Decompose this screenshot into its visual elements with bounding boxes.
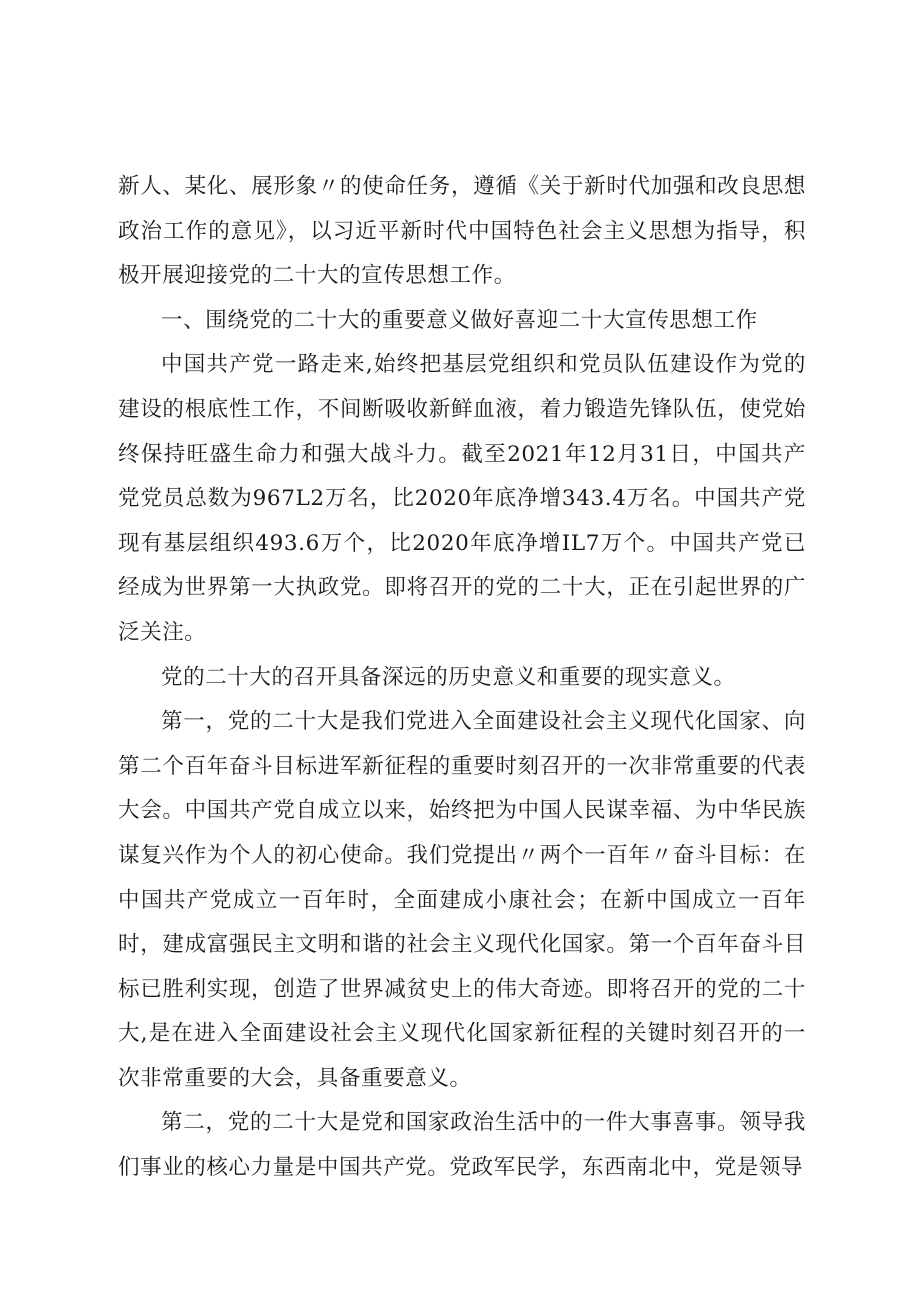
paragraph: 第二，党的二十大是党和国家政治生活中的一件大事喜事。领导我们事业的核心力量是中国共产党。党政军民学，东西南北中，党是领导 [118,1110,806,1181]
paragraph: 第一，党的二十大是我们党进入全面建设社会主义现代化国家、向第二个百年奋斗目标进军新征程的重要时刻召开的一次非常重要的代表大会。中国共产党自成立以来，始终把为中国人民谋幸福、为中华民族谋复兴作为个人的初心使命。我们党提出〃两个一百年〃奋斗目标：在中国共产党成立一百年时，全面建成小康社会；在新中国成立一百年时，建成富强民主文明和谐的社会主义现代化国家。第一个百年奋斗目标已胜利实现，创造了世界减贫史上的伟大奇迹。即将召开的党的二十大,是在进入全面建设社会主义现代化国家新征程的关键时刻召开的一次非常重要的大会，具备重要意义。 [118,709,806,1091]
paragraph-continuation: 新人、某化、展形象〃的使命任务，遵循《关于新时代加强和改良思想政治工作的意见》，以习近平新时代中国特色社会主义思想为指导，积极开展迎接党的二十大的宣传思想工作。 [118,174,806,289]
document-body [118,165,806,1191]
paragraph: 党的二十大的召开具备深远的历史意义和重要的现实意义。 [161,664,736,690]
section-heading: 一、围绕党的二十大的重要意义做好喜迎二十大宣传思想工作 [161,307,758,333]
paragraph: 中国共产党一路走来,始终把基层党组织和党员队伍建设作为党的建设的根底性工作，不间断吸收新鲜血液，着力锻造先锋队伍，使党始终保持旺盛生命力和强大战斗力。截至2021年12月31日，中国共产党党员总数为967L2万名，比2020年底净增343.4万名。中国共产党现有基层组织493.6万个，比2020年底净增IL7万个。中国共产党已经成为世界第一大执政党。即将召开的党的二十大，正在引起世界的广泛关注。 [118,352,806,645]
